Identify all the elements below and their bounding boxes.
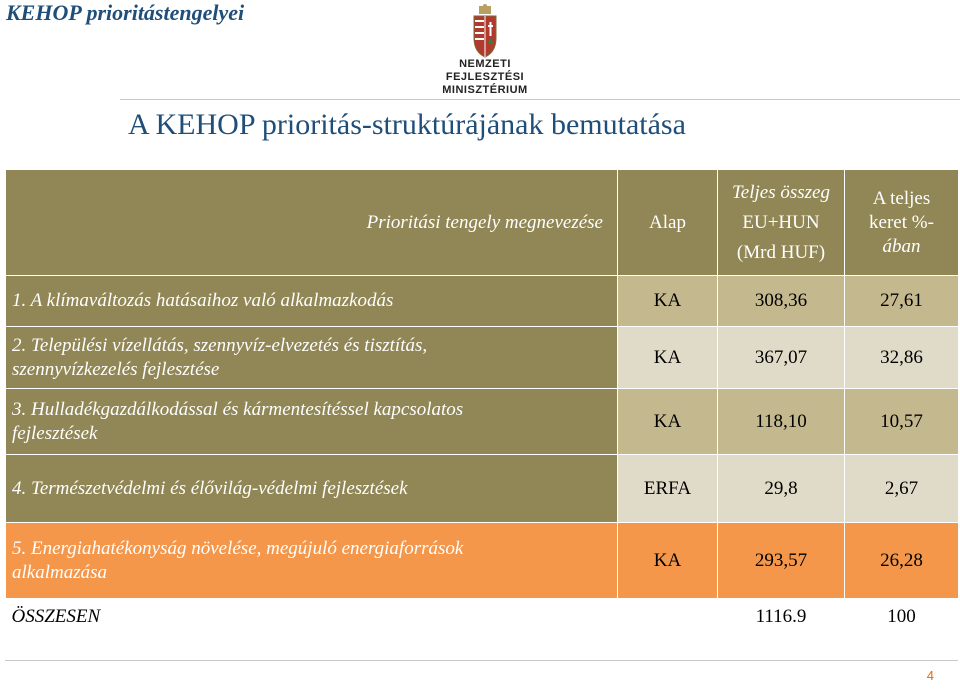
- row-total: 293,57: [718, 523, 845, 599]
- header-total-line1: Teljes összeg: [731, 181, 830, 203]
- ministry-logo: [430, 4, 540, 96]
- logo-line-2: MINISZTÉRIUM: [442, 84, 528, 96]
- row-fund: KA: [618, 327, 718, 389]
- total-label: ÖSSZESEN: [6, 599, 618, 635]
- table-row: [6, 276, 959, 327]
- row-share: 27,61: [845, 276, 959, 327]
- table-header-row: [6, 170, 959, 276]
- total-fund: [618, 599, 718, 635]
- footer-divider: [5, 660, 958, 661]
- row-name-line2: alkalmazása: [12, 561, 107, 583]
- total-value: 1116.9: [718, 599, 845, 635]
- header-total-line3: (Mrd HUF): [736, 241, 826, 263]
- row-share: 32,86: [845, 327, 959, 389]
- total-row: [6, 599, 959, 635]
- row-total: 308,36: [718, 276, 845, 327]
- table-row: [6, 327, 959, 389]
- row-name: [6, 389, 618, 455]
- row-name-line1: 3. Hulladékgazdálkodással és kármentesítéssel kapcsolatos: [12, 398, 464, 420]
- header-share-line2: keret %-: [869, 211, 934, 233]
- header-title: KEHOP prioritástengelyei: [6, 0, 245, 25]
- row-name: [6, 523, 618, 599]
- row-share: 10,57: [845, 389, 959, 455]
- slide-number: 4: [926, 668, 934, 683]
- table-row: [6, 455, 959, 523]
- coat-of-arms-icon: [470, 4, 500, 58]
- row-total: 118,10: [718, 389, 845, 455]
- row-total: 367,07: [718, 327, 845, 389]
- header-total-line2: EU+HUN: [742, 211, 820, 233]
- header-name: Prioritási tengely megnevezése: [6, 170, 618, 276]
- row-share: 2,67: [845, 455, 959, 523]
- page-title: A KEHOP prioritás-struktúrájának bemutatása: [128, 108, 686, 141]
- header-share-line3: ában: [882, 235, 921, 257]
- row-fund: ERFA: [618, 455, 718, 523]
- row-fund: KA: [618, 389, 718, 455]
- header-total: [718, 170, 845, 276]
- header-divider: [120, 99, 960, 100]
- row-name-line1: 2. Települési vízellátás, szennyvíz-elvezetés és tisztítás,: [12, 334, 428, 356]
- priority-axes-table: [5, 169, 959, 635]
- row-total: 29,8: [718, 455, 845, 523]
- header-fund: Alap: [618, 170, 718, 276]
- row-share: 26,28: [845, 523, 959, 599]
- table-row-highlighted: [6, 523, 959, 599]
- header-share-line1: A teljes: [872, 187, 931, 209]
- row-name: 4. Természetvédelmi és élővilág-védelmi fejlesztések: [6, 455, 618, 523]
- row-fund: KA: [618, 523, 718, 599]
- logo-line-1: NEMZETI FEJLESZTÉSI: [445, 58, 525, 83]
- row-fund: KA: [618, 276, 718, 327]
- row-name-line2: szennyvízkezelés fejlesztése: [12, 358, 220, 380]
- total-share: 100: [845, 599, 959, 635]
- row-name: [6, 327, 618, 389]
- row-name-line1: 5. Energiahatékonyság növelése, megújuló energiaforrások: [12, 537, 464, 559]
- header-share: [845, 170, 959, 276]
- row-name-line2: fejlesztések: [12, 422, 98, 444]
- row-name: 1. A klímaváltozás hatásaihoz való alkalmazkodás: [6, 276, 618, 327]
- table-row: [6, 389, 959, 455]
